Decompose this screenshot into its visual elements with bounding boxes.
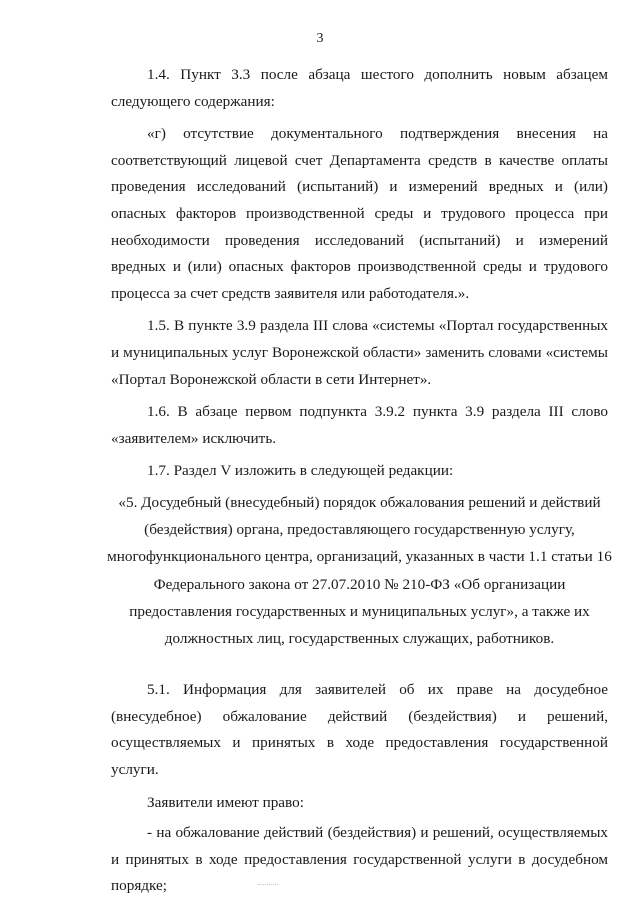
document-body xyxy=(107,62,612,900)
paragraph-rights: Заявители имеют право: xyxy=(147,793,304,811)
heading-line: (бездействия) органа, предоставляющего государственную услугу, xyxy=(144,521,575,539)
paragraph-dash-item: - на обжалование действий (бездействия) и решений, осуществляемых и принятых в ходе предоставления государственной услуги в досудебном порядке; xyxy=(111,824,608,895)
paragraph-5-1: 5.1. Информация для заявителей об их праве на досудебное (внесудебное) обжалование действий (бездействия) и решений, осуществляемых и принятых в ходе предоставления государственной услуги. xyxy=(111,681,608,778)
paragraph-1-7: 1.7. Раздел V изложить в следующей редакции: xyxy=(147,462,454,480)
page-number: 3 xyxy=(316,31,324,46)
paragraph-subpoint-g: «г) отсутствие документального подтверждения внесения на соответствующий лицевой счет Департамента средств в качестве оплаты проведения исследований (испытаний) и измерений вредных и (или) опасных факторов производственной среды и трудового процесса при необходимости проведения исследований (испытаний) и измерений вредных и (или) опасных факторов производственной среды и трудового процесса за счет средств заявителя или работодателя.». xyxy=(111,125,608,302)
heading-line: «5. Досудебный (внесудебный) порядок обжалования решений и действий xyxy=(118,493,601,511)
scan-artifact xyxy=(258,884,278,886)
heading-line: предоставления государственных и муниципальных услуг», а также их xyxy=(129,602,590,620)
heading-line: должностных лиц, государственных служащих, работников. xyxy=(164,629,555,647)
section-5-heading xyxy=(107,489,612,652)
paragraph-1-5: 1.5. В пункте 3.9 раздела III слова «системы «Портал государственных и муниципальных услуг Воронежской области» заменить словами «системы «Портал Воронежской области в сети Интернет». xyxy=(111,317,608,388)
paragraph-1-6: 1.6. В абзаце первом подпункта 3.9.2 пункта 3.9 раздела III слово «заявителем» исключить. xyxy=(111,403,608,447)
heading-line: многофункционального центра, организаций, указанных в части 1.1 статьи 16 xyxy=(107,548,612,566)
section-spacer xyxy=(111,652,608,677)
paragraph-1-4: 1.4. Пункт 3.3 после абзаца шестого дополнить новым абзацем следующего содержания: xyxy=(111,66,608,110)
heading-line: Федерального закона от 27.07.2010 № 210-ФЗ «Об организации xyxy=(153,575,566,593)
